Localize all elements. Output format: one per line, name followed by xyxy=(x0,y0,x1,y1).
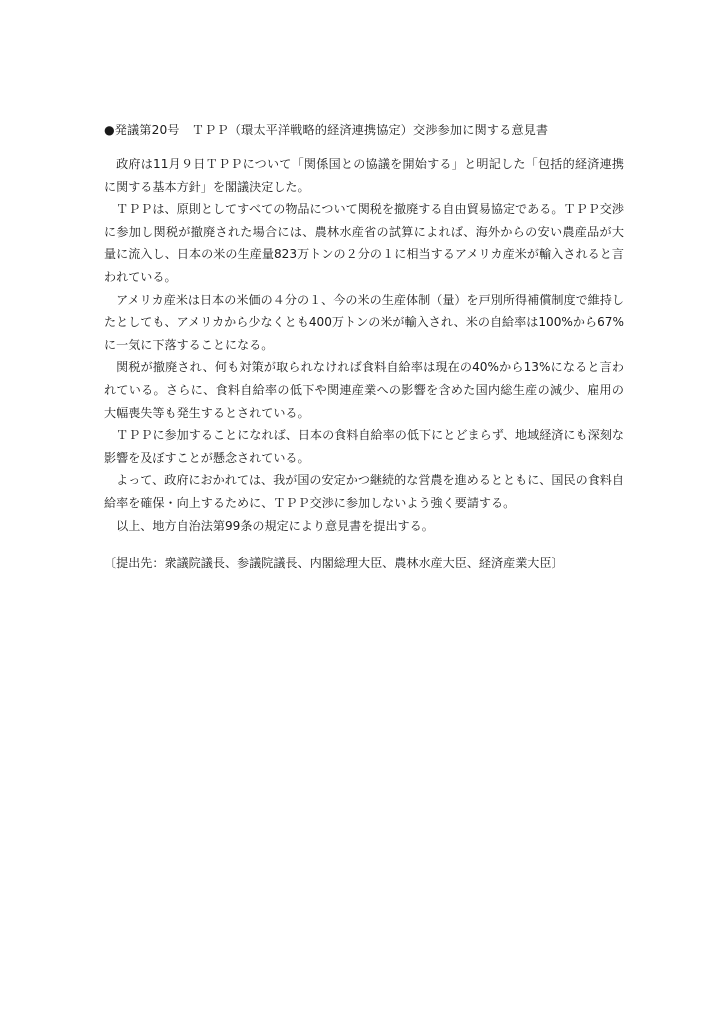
paragraph-3: アメリカ産米は日本の米価の４分の１、今の米の生産体制（量）を戸別所得補償制度で維持したとしても、アメリカから少なくとも400万トンの米が輸入され、米の自給率は100%から67%に一気に下落することになる。 xyxy=(104,292,624,352)
recipients-line: 〔提出先：衆議院議長、参議院議長、内閣総理大臣、農林水産大臣、経済産業大臣〕 xyxy=(104,556,564,571)
resolution-document xyxy=(104,121,624,572)
paragraph-6: よって、政府におかれては、我が国の安定かつ継続的な営農を進めるとともに、国民の食料自給率を確保・向上するために、ＴＰＰ交渉に参加しないよう強く要請する。 xyxy=(104,473,624,510)
paragraph-1: 政府は11月９日ＴＰＰについて「関係国との協議を開始する」と明記した「包括的経済連携に関する基本方針」を閣議決定した。 xyxy=(104,157,624,194)
paragraph-7: 以上、地方自治法第99条の規定により意見書を提出する。 xyxy=(116,518,434,533)
paragraph-4: 関税が撤廃され、何も対策が取られなければ食料自給率は現在の40%から13%になると言われている。さらに、食料自給率の低下や関連産業への影響を含めた国内総生産の減少、雇用の大幅喪失等も発生するとされている。 xyxy=(104,360,624,420)
paragraph-5: ＴＰＰに参加することになれば、日本の食料自給率の低下にとどまらず、地域経済にも深刻な影響を及ぼすことが懸念されている。 xyxy=(104,428,624,465)
document-title: ●発議第20号 ＴＰＰ（環太平洋戦略的経済連携協定）交渉参加に関する意見書 xyxy=(104,123,549,137)
paragraph-2: ＴＰＰは、原則としてすべての物品について関税を撤廃する自由貿易協定である。ＴＰＰ交渉に参加し関税が撤廃された場合には、農林水産省の試算によれば、海外からの安い農産品が大量に流入し、日本の米の生産量823万トンの２分の１に相当するアメリカ産米が輸入されると言われている。 xyxy=(104,202,624,284)
